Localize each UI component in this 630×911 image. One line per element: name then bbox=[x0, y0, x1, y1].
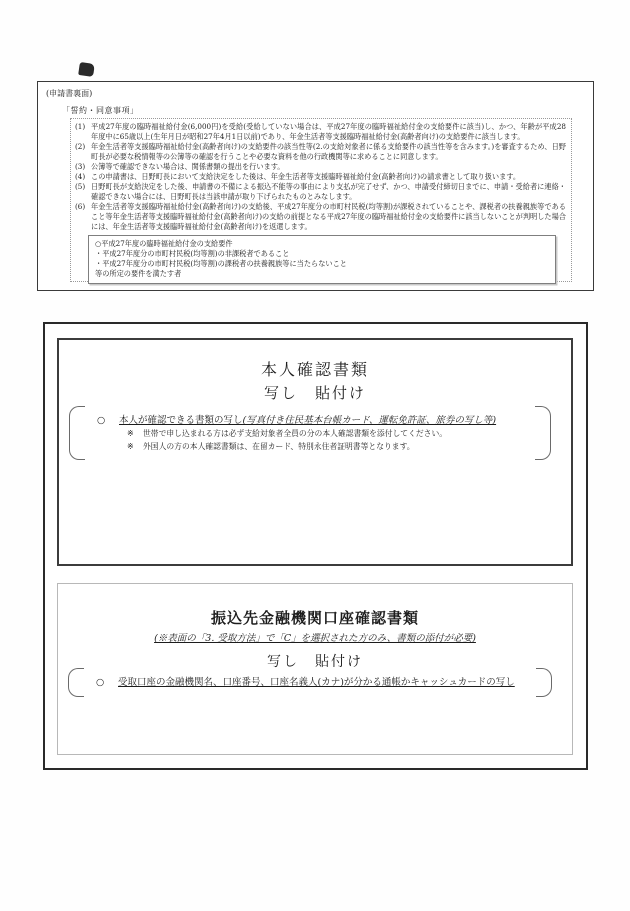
reference-marker: ※ bbox=[127, 441, 134, 451]
pledge-items-box bbox=[70, 118, 572, 282]
benefit-requirements-box bbox=[88, 235, 556, 284]
identity-note-text: 世帯で申し込まれる方は必ず支給対象者全員の分の本人確認書類を添付してください。 bbox=[143, 429, 448, 438]
identity-section-title: 本人確認書類 bbox=[260, 360, 369, 379]
pledge-section-box bbox=[37, 81, 594, 291]
bank-section-title: 振込先金融機関口座確認書類 bbox=[210, 609, 419, 627]
bank-document-line bbox=[94, 675, 526, 690]
bank-section-subtitle bbox=[58, 630, 572, 644]
circle-marker: ○ bbox=[97, 415, 106, 426]
requirement-line: 等の所定の要件を満たす者 bbox=[95, 269, 182, 278]
identity-instructions-bracket bbox=[69, 406, 551, 460]
pledge-item-number: (6) bbox=[75, 202, 86, 211]
identity-note-1 bbox=[127, 428, 525, 441]
back-side-label: (申請書裏面) bbox=[46, 89, 93, 98]
pledge-item-3 bbox=[75, 162, 566, 172]
requirement-line: ・平成27年度分の市町村民税(均等割)の非課税者であること bbox=[95, 249, 290, 258]
pledge-item-text: 平成27年度の臨時福祉給付金(6,000円)を受給(受給していない場合は、平成27年度の臨時福祉給付金の支給要件に該当)し、かつ、年齢が平成28年度中に65歳以上(生年月日が昭和27年4月1日以前)であり、年金生活者等支援臨時福祉給付金(高齢者向け)の支給要件に該当します。 bbox=[91, 122, 566, 141]
pledge-item-number: (2) bbox=[75, 142, 86, 151]
identity-note-2 bbox=[127, 441, 525, 454]
identity-paste-label: 写し 貼付け bbox=[263, 384, 366, 402]
bank-instructions-bracket bbox=[68, 668, 552, 697]
pledge-item-number: (4) bbox=[75, 172, 86, 181]
requirement-line: ・平成27年度分の市町村民税(均等割)の課税者の扶養親族等に当たらないこと bbox=[95, 259, 347, 268]
pledge-item-number: (3) bbox=[75, 162, 86, 171]
bank-document-text: 受取口座の金融機関名、口座番号、口座名義人(カナ)が分かる通帳かキャッシュカードの写し bbox=[118, 677, 515, 688]
identity-documents-box bbox=[57, 338, 573, 566]
scan-artifact-mark bbox=[78, 62, 95, 77]
identity-document-main: 本人が確認できる書類の写し bbox=[119, 415, 243, 426]
pledge-item-text: 日野町長が支給決定をした後、申請書の不備による振込不能等の事由により支払が完了せず、かつ、申請受付締切日までに、申請・受給者に連絡・確認できない場合には、日野町長は当該申請が取り下げられたものとみなします。 bbox=[91, 182, 566, 201]
identity-document-detail: (写真付き住民基本台帳カード、運転免許証、旅券の写し等) bbox=[242, 415, 497, 426]
pledge-item-2 bbox=[75, 142, 566, 162]
pledge-item-text: 年金生活者等支援臨時福祉給付金(高齢者向け)の支給後、平成27年度分の市町村民税(均等割)が課税されていることや、課税者の扶養親族等であること等年金生活者等支援臨時福祉給付金(高齢者向け)の支給の前提となる平成27年度の臨時福祉給付金の支給要件に該当しないことが判明した場合には、年金生活者等支援臨時福祉給付金(高齢者向け)を返還します。 bbox=[91, 202, 566, 231]
requirement-line: ○平成27年度の臨時福祉給付金の支給要件 bbox=[95, 239, 233, 248]
circle-marker: ○ bbox=[96, 677, 105, 688]
pledge-item-text: 年金生活者等支援臨時福祉給付金(高齢者向け)の支給要件の該当性等(2.の支給対象者に係る支給要件の該当性等を含みます。)を審査するため、日野町長が必要な税情報等の公簿等の確認を行うことや必要な資料を他の行政機関等に求めることに同意します。 bbox=[91, 142, 566, 161]
pledge-item-number: (1) bbox=[75, 122, 86, 131]
reference-marker: ※ bbox=[127, 429, 134, 438]
bank-section-subtitle-text: (※表面の「3. 受取方法」で「C」を選択された方のみ、書類の添付が必要) bbox=[154, 633, 476, 644]
pledge-item-1 bbox=[75, 122, 566, 142]
pledge-item-text: 公簿等で確認できない場合は、関係書類の提出を行います。 bbox=[91, 162, 285, 171]
attachment-section-box bbox=[43, 322, 588, 770]
pledge-item-text: この申請書は、日野町長において支給決定をした後は、年金生活者等支援臨時福祉給付金(高齢者向け)の請求書として取り扱います。 bbox=[91, 172, 521, 181]
identity-document-text bbox=[119, 413, 496, 428]
pledge-item-number: (5) bbox=[75, 182, 86, 191]
bank-paste-label: 写し 貼付け bbox=[267, 654, 363, 670]
pledge-item-4 bbox=[75, 172, 566, 182]
bank-account-box bbox=[57, 583, 573, 755]
pledge-title: 「誓約・同意事項」 bbox=[62, 106, 139, 115]
identity-document-line bbox=[95, 413, 525, 428]
pledge-item-5 bbox=[75, 182, 566, 202]
pledge-item-6 bbox=[75, 202, 566, 232]
identity-note-text: 外国人の方の本人確認書類は、在留カード、特別永住者証明書等となります。 bbox=[143, 441, 415, 451]
